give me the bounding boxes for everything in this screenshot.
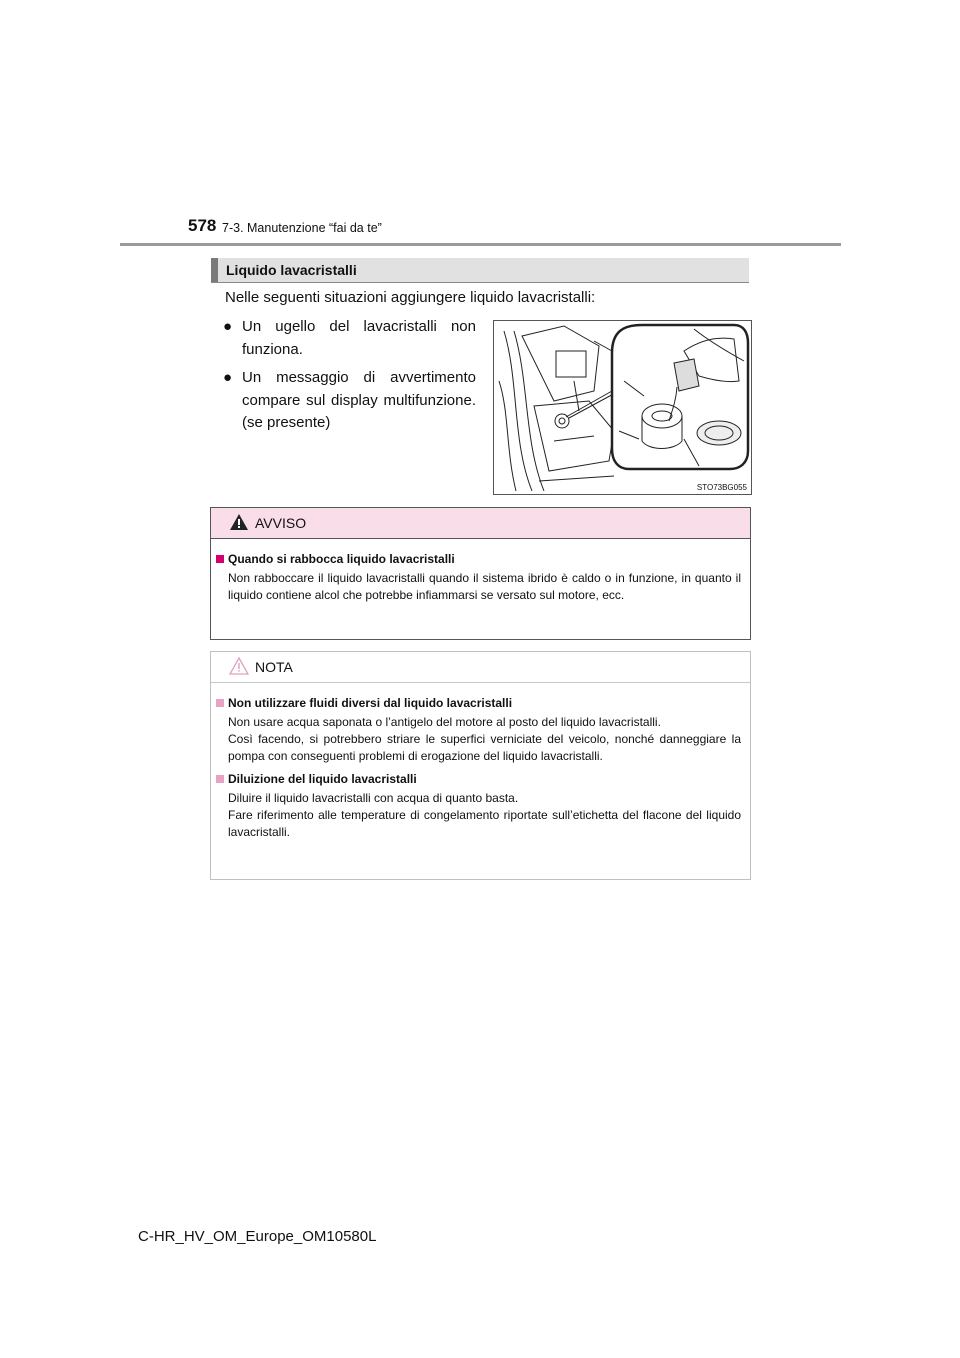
subheading [211, 258, 749, 283]
note-item-title [216, 695, 729, 712]
warning-triangle-icon [229, 513, 249, 536]
note-item-text [228, 714, 741, 765]
note-paragraph: Così facendo, si potrebbero striare le superfici verniciate del veicolo, nonché danneggiare la pompa con conseguenti problemi di erogazione del liquido lavacristalli. [228, 732, 741, 763]
bullet-dot-icon: ● [223, 369, 233, 386]
bullet-item [223, 367, 476, 435]
warning-item-text: Non rabboccare il liquido lavacristalli quando il sistema ibrido è caldo o in funzione, in quanto il liquido contiene alcol che potrebbe infiammarsi se versato sul motore, ecc. [228, 571, 741, 602]
note-paragraph: Non usare acqua saponata o l’antigelo del motore al posto del liquido lavacristalli. [228, 715, 661, 729]
note-box [210, 651, 751, 880]
bullet-dot-icon: ● [223, 318, 233, 335]
bullet-item [223, 316, 476, 361]
note-paragraph: Fare riferimento alle temperature di congelamento riportate sull’etichetta del flacone del liquido lavacristalli. [228, 808, 741, 839]
warning-box [210, 507, 751, 640]
note-label: NOTA [255, 659, 293, 675]
washer-fluid-illustration [493, 320, 752, 495]
warning-header [211, 508, 750, 539]
subheading-label: Liquido lavacristalli [226, 262, 357, 278]
note-body [211, 683, 750, 841]
warning-item-title [216, 551, 729, 568]
square-bullet-icon [216, 775, 224, 783]
page-number: 578 [188, 216, 217, 235]
caution-triangle-icon [229, 657, 249, 680]
bullet-text: Un ugello del lavacristalli non funziona. [242, 318, 476, 358]
note-paragraph: Diluire il liquido lavacristalli con acqua di quanto basta. [228, 791, 519, 805]
warning-body [211, 539, 750, 604]
document-footer: C-HR_HV_OM_Europe_OM10580L [138, 1228, 377, 1245]
section-title: 7-3. Manutenzione “fai da te” [222, 221, 382, 235]
square-bullet-icon [216, 555, 224, 563]
warning-item-title-text: Quando si rabbocca liquido lavacristalli [228, 552, 455, 566]
bullet-text: Un messaggio di avvertimento compare sul display multifunzione. (se presente) [242, 369, 476, 431]
bullet-list [223, 316, 476, 441]
note-header [211, 652, 750, 683]
subheading-bar [211, 258, 218, 282]
intro-text: Nelle seguenti situazioni aggiungere liquido lavacristalli: [225, 289, 596, 306]
square-bullet-icon [216, 699, 224, 707]
engine-bay-drawing [494, 321, 751, 494]
figure-code: STO73BG055 [696, 483, 747, 492]
note-item-title [216, 771, 729, 788]
note-item-title-text: Diluizione del liquido lavacristalli [228, 772, 417, 786]
header-rule [120, 243, 841, 246]
note-item-text [228, 790, 741, 841]
note-item-title-text: Non utilizzare fluidi diversi dal liquido lavacristalli [228, 696, 513, 710]
warning-label: AVVISO [255, 515, 307, 531]
